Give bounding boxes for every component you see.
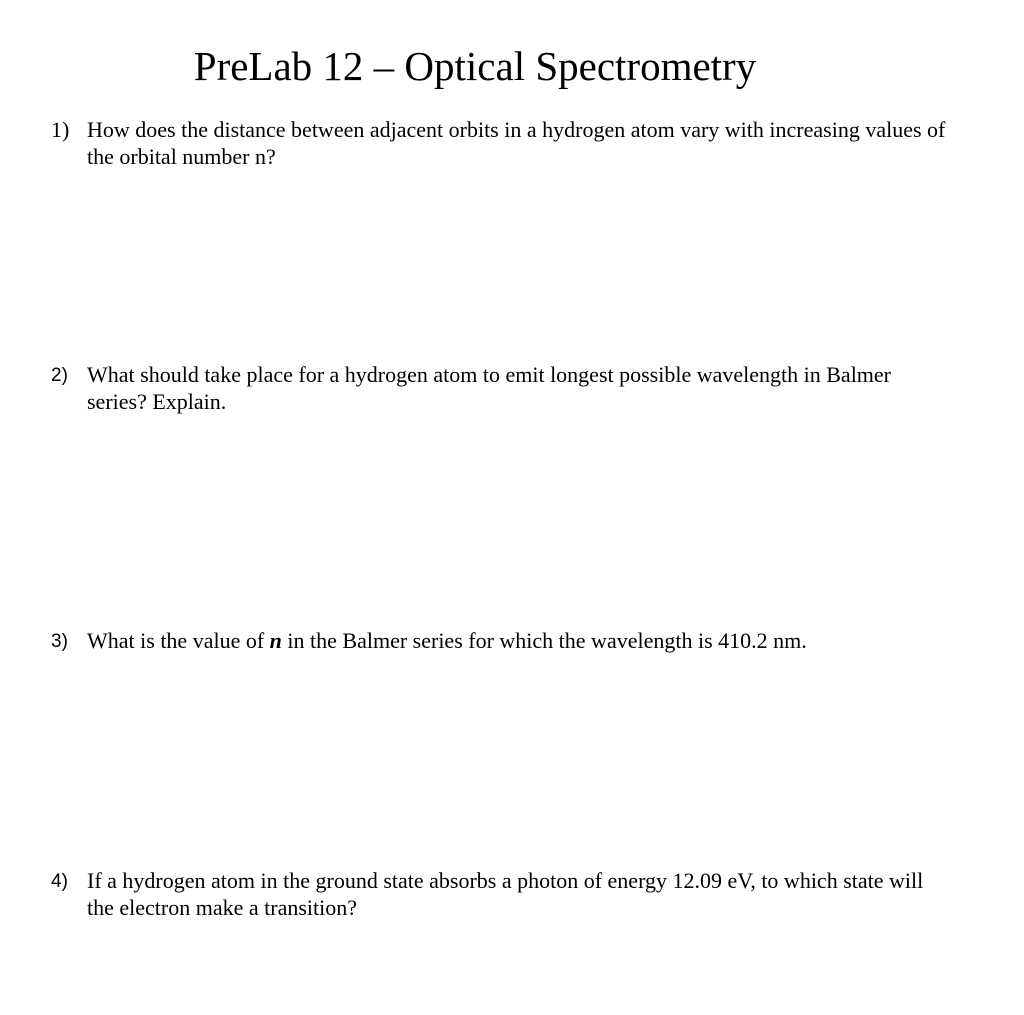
question-2-number: 2) bbox=[51, 365, 68, 386]
question-3-number: 3) bbox=[51, 631, 68, 652]
question-4-text: If a hydrogen atom in the ground state absorbs a photon of energy 12.09 eV, to which state will the electron make a transition? bbox=[87, 868, 924, 920]
question-1-number: 1) bbox=[51, 117, 70, 142]
question-3-variable: n bbox=[269, 628, 282, 653]
question-2-text: What should take place for a hydrogen atom to emit longest possible wavelength in Balmer series? Explain. bbox=[87, 362, 892, 414]
question-1-text: How does the distance between adjacent orbits in a hydrogen atom vary with increasing values of the orbital number n? bbox=[87, 117, 946, 169]
document-title: PreLab 12 – Optical Spectrometry bbox=[193, 43, 757, 89]
question-3-text-before: What is the value of bbox=[87, 628, 270, 653]
question-3-text bbox=[87, 627, 947, 654]
question-4-number: 4) bbox=[51, 871, 68, 892]
question-3-text-after: in the Balmer series for which the wavelength is 410.2 nm. bbox=[281, 628, 807, 653]
